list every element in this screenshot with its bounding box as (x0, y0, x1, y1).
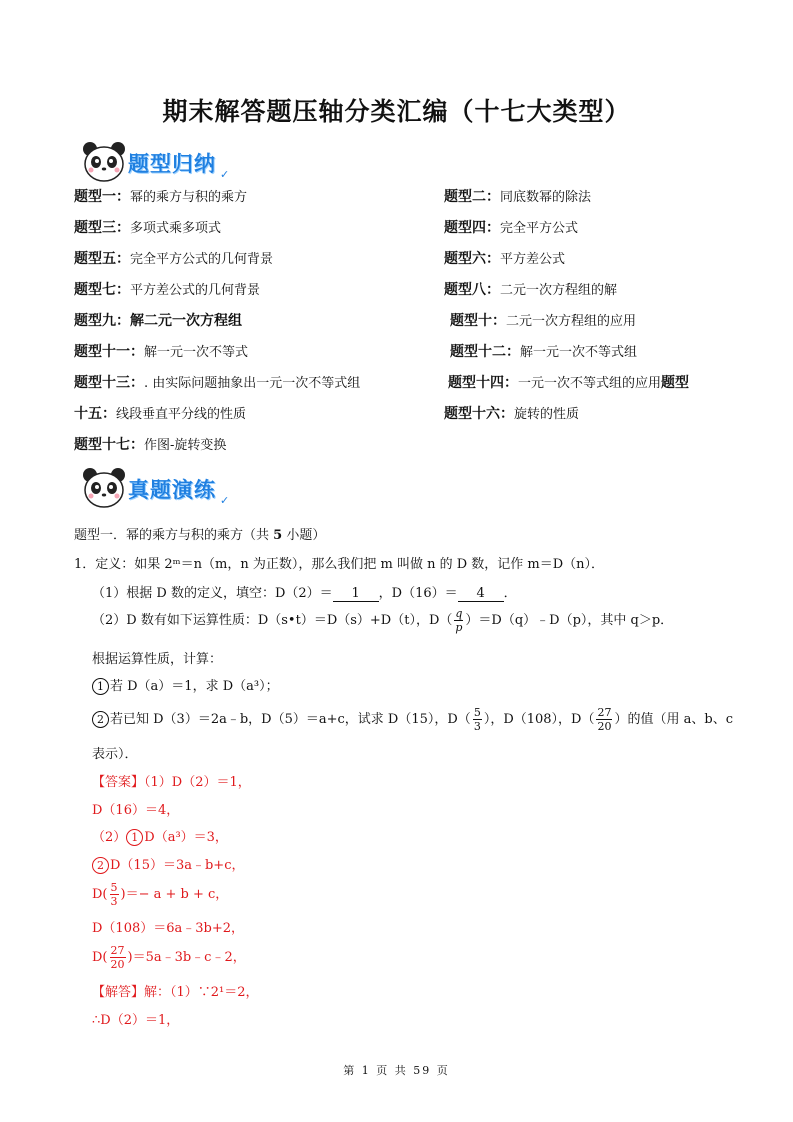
category-item: 题型六：平方差公式 (444, 251, 566, 267)
circled-number: 2 (92, 857, 109, 874)
circled-number: 2 (92, 711, 109, 728)
category-item: 题型九：解二元一次方程组 (74, 313, 242, 329)
answer-line: D（108）＝6a﹣3b+2， (92, 921, 245, 936)
category-item: 题型十二：解一元一次不等式组 (450, 344, 638, 360)
question-text: 1．定义：如果 2ᵐ＝n（m，n 为正数），那么我们把 m 叫做 n 的 D 数，记作 m＝D（n）． (74, 557, 605, 572)
question-text-end: 表示）． (92, 747, 138, 762)
category-item: 题型十一：解一元一次不等式 (74, 344, 249, 360)
category-item: 题型十七：作图-旋转变换 (74, 437, 227, 453)
page-title: 期末解答题压轴分类汇编（十七大类型） (162, 97, 631, 126)
question-instruction: 根据运算性质，计算： (92, 652, 223, 667)
section-heading: 题型一．幂的乘方与积的乘方（共 5 小题） (74, 528, 326, 543)
banner-practice (76, 466, 266, 512)
answer-line: （2） 1 D（a³）＝3， (92, 830, 228, 845)
solution-line: 【解答】解：（1）∵2¹＝2， (92, 985, 259, 1000)
panda-icon (80, 140, 128, 184)
fraction: $\frac{27}{20}$ (597, 706, 612, 733)
answer-line: D( $\frac{27}{20}$ )＝5a﹣3b﹣c﹣2， (92, 944, 246, 971)
banner-decoration: ✓ (220, 494, 230, 507)
solution-line: ∴D（2）＝1， (92, 1013, 180, 1028)
category-item: 题型四：完全平方公式 (444, 220, 579, 236)
answer-blank: 1 (333, 586, 379, 602)
banner-practice-label: 真题演练 (128, 478, 216, 502)
question-part-2: （2）D 数有如下运算性质：D（s•t）＝D（s）+D（t），D（ $\frac{q}{p}$ ）＝D（q）﹣D（p），其中 q＞p． (92, 607, 674, 634)
category-item: 题型八：二元一次方程组的解 (444, 282, 618, 298)
question-subpart-1: 1 若 D（a）＝1，求 D（a³）； (92, 675, 279, 695)
fraction: $\frac{27}{20}$ (110, 944, 125, 971)
category-item: 十五：线段垂直平分线的性质 (74, 406, 247, 422)
fraction: $\frac{q}{p}$ (455, 607, 463, 634)
category-item: 题型二：同底数幂的除法 (444, 189, 592, 205)
fraction: $\frac{5}{3}$ (473, 706, 481, 733)
answer-line: 【答案】（1）D（2）＝1， (92, 775, 251, 790)
answer-line: D( $\frac{5}{3}$ )＝− a + b + c， (92, 881, 229, 908)
category-item: 题型一：幂的乘方与积的乘方 (74, 189, 248, 205)
category-item: 题型十六：旋转的性质 (444, 406, 580, 422)
answer-line: 2 D（15）＝3a﹣b+c， (92, 854, 244, 874)
category-item: 题型十四：一元一次不等式组的应用题型 (448, 375, 690, 391)
circled-number: 1 (126, 829, 143, 846)
answer-blank: 4 (458, 586, 504, 602)
question-subpart-2: 2 若已知 D（3）＝2a﹣b，D（5）＝a+c，试求 D（15），D（ $\frac{5}{3}$ ），D（108），D（ $\frac{27}{20}$ ）的值（用 a、b、c (92, 706, 733, 733)
fraction: $\frac{5}{3}$ (110, 881, 118, 908)
category-item: 题型七：平方差公式的几何背景 (74, 282, 261, 298)
page-footer: 第 1 页 共 59 页 (343, 1064, 450, 1077)
answer-line: D（16）＝4， (92, 803, 180, 818)
category-item: 题型十三：. 由实际问题抽象出一元一次不等式组 (74, 375, 361, 391)
circled-number: 1 (92, 678, 109, 695)
category-item: 题型三：多项式乘多项式 (74, 220, 222, 236)
panda-icon (80, 466, 128, 510)
banner-decoration: ✓ (220, 168, 230, 181)
answer-tag: 【答案】 (92, 775, 145, 790)
solution-tag: 【解答】 (92, 985, 145, 1000)
category-item: 题型五：完全平方公式的几何背景 (74, 251, 274, 267)
category-item: 题型十：二元一次方程组的应用 (450, 313, 637, 329)
question-part-1: （1）根据 D 数的定义，填空：D（2）＝ 1 ，D（16）＝ 4 ． (92, 586, 517, 601)
banner-summary-label: 题型归纳 (128, 152, 216, 176)
banner-summary (76, 140, 266, 186)
